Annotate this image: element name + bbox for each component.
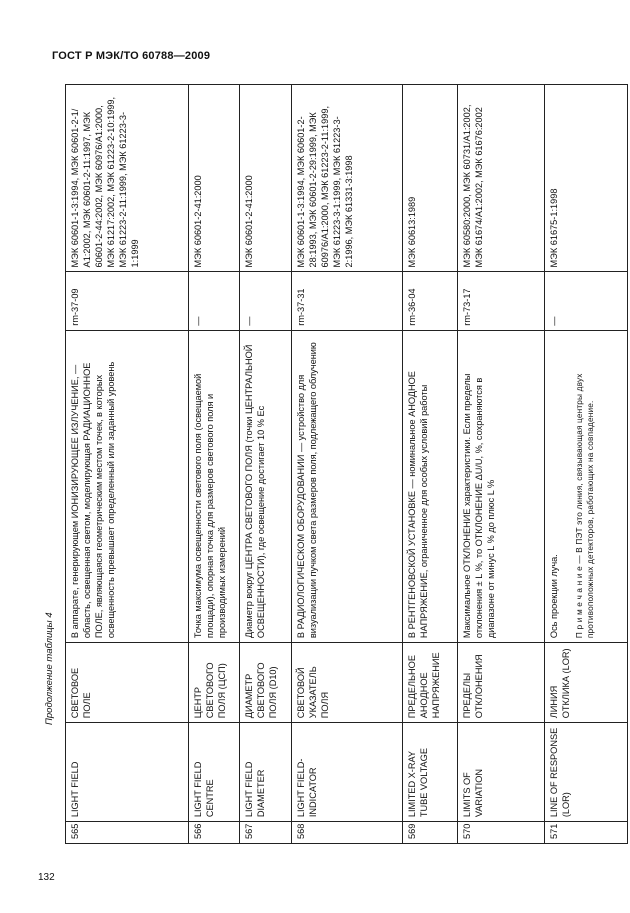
document-header: ГОСТ Р МЭК/ТО 60788—2009 xyxy=(52,50,211,62)
term-definition: Диаметр вокруг ЦЕНТРА СВЕТОВОГО ПОЛЯ (точки ЦЕНТРАЛЬНОЙ ОСВЕЩЕННОСТИ), где освещение достигает 10 % Ec xyxy=(240,330,292,642)
term-code: — xyxy=(189,272,240,330)
term-definition: В РЕНТГЕНОВСКОЙ УСТАНОВКЕ — номинальное АНОДНОЕ НАПРЯЖЕНИЕ, ограниченное для особых условий работы xyxy=(403,330,458,642)
term-definition: В РАДИОЛОГИЧЕСКОМ ОБОРУДОВАНИИ — устройство для визуализации пучком света размеров поля, подлежащего облучению xyxy=(292,330,403,642)
term-number: 566 xyxy=(189,822,240,844)
term-english: LINE OF RESPONSE (LOR) xyxy=(545,723,628,822)
term-source: МЭК 60601-2-41:2000 xyxy=(240,85,292,272)
table-row xyxy=(292,85,403,844)
term-english: LIGHT FIELD xyxy=(66,723,189,822)
table-row xyxy=(240,85,292,844)
term-source: МЭК 61675-1:1998 xyxy=(545,85,628,272)
term-russian: ЛИНИЯ ОТКЛИКА (LOR) xyxy=(545,643,628,723)
term-definition: Максимальное ОТКЛОНЕНИЕ характеристики. Если пределы отклонения ± L %, то ОТКЛОНЕНИЕ ΔU/U, %, сохраняются в диапазоне от минус L % до плюс L % xyxy=(458,330,545,642)
table-row xyxy=(458,85,545,844)
term-russian: СВЕТОВОЙ УКАЗАТЕЛЬ ПОЛЯ xyxy=(292,643,403,723)
term-source: МЭК 60601-1-3:1994, МЭК 60601-2-28:1993, МЭК 60601-2-29:1999, МЭК 60976/А1:2000, МЭК 61223-2-11:1999, МЭК 61223-3-1:1999, МЭК 61223-3-2:1996, МЭК 61331-3:1998 xyxy=(292,85,403,272)
term-english: LIGHT FIELD-INDICATOR xyxy=(292,723,403,822)
term-english: LIGHT FIELD DIAMETER xyxy=(240,723,292,822)
term-definition xyxy=(545,330,628,642)
term-russian: ПРЕДЕЛЫ ОТКЛОНЕНИЯ xyxy=(458,643,545,723)
term-english: LIMITS OF VARIATION xyxy=(458,723,545,822)
term-code: — xyxy=(545,272,628,330)
table-row xyxy=(66,85,189,844)
definition-note: П р и м е ч а н и е — В ПЭТ это линия, связывающая центры двух противоположных детекторов, работающих на совпадение. xyxy=(575,373,595,639)
term-number: 571 xyxy=(545,822,628,844)
definition-text: Ось проекции луча. xyxy=(549,554,559,639)
term-code: rm-37-09 xyxy=(66,272,189,330)
term-source: МЭК 60613:1989 xyxy=(403,85,458,272)
term-source: МЭК 60601-2-41:2000 xyxy=(189,85,240,272)
term-number: 567 xyxy=(240,822,292,844)
term-number: 565 xyxy=(66,822,189,844)
term-english: LIMITED X-RAY TUBE VOLTAGE xyxy=(403,723,458,822)
term-english: LIGHT FIELD CENTRE xyxy=(189,723,240,822)
term-source: МЭК 60580:2000, МЭК 60731/А1:2002, МЭК 61674/А1:2002, МЭК 61676:2002 xyxy=(458,85,545,272)
table-caption: Продолжение таблицы 4 xyxy=(44,612,55,725)
term-russian: ПРЕДЕЛЬНОЕ АНОДНОЕ НАПРЯЖЕНИЕ xyxy=(403,643,458,723)
table-row xyxy=(189,85,240,844)
term-definition: В аппарате, генерирующем ИОНИЗИРУЮЩЕЕ ИЗЛУЧЕНИЕ, — область, освещенная светом, моделирующая РАДИАЦИОННОЕ ПОЛЕ, являющаяся геометрическим местом точек, в которых освещенность превышает определенный или заданный уровень xyxy=(66,330,189,642)
term-definition: Точка максимума освещенности светового поля (освещаемой площади), опорная точка для размеров светового поля и производимых измерений xyxy=(189,330,240,642)
term-code: rm-37-31 xyxy=(292,272,403,330)
term-russian: СВЕТОВОЕ ПОЛЕ xyxy=(66,643,189,723)
term-code: rm-36-04 xyxy=(403,272,458,330)
term-source: МЭК 60601-1-3:1994, МЭК 60601-2-1/А1:2002, МЭК 60601-2-11:1997, МЭК 60601-2-44:2002, МЭК 60976/А1:2000, МЭК 61217:2002, МЭК 61223-2-10:1999, МЭК 61223-2-11:1999, МЭК 61223-3-1:1999 xyxy=(66,85,189,272)
term-number: 568 xyxy=(292,822,403,844)
table-row xyxy=(403,85,458,844)
term-number: 570 xyxy=(458,822,545,844)
term-code: rm-73-17 xyxy=(458,272,545,330)
term-russian: ЦЕНТР СВЕТОВОГО ПОЛЯ (ЦСП) xyxy=(189,643,240,723)
term-number: 569 xyxy=(403,822,458,844)
terms-table xyxy=(65,84,628,844)
table-row xyxy=(545,85,628,844)
term-russian: ДИАМЕТР СВЕТОВОГО ПОЛЯ (D10) xyxy=(240,643,292,723)
term-code: — xyxy=(240,272,292,330)
page-number: 132 xyxy=(38,872,55,883)
